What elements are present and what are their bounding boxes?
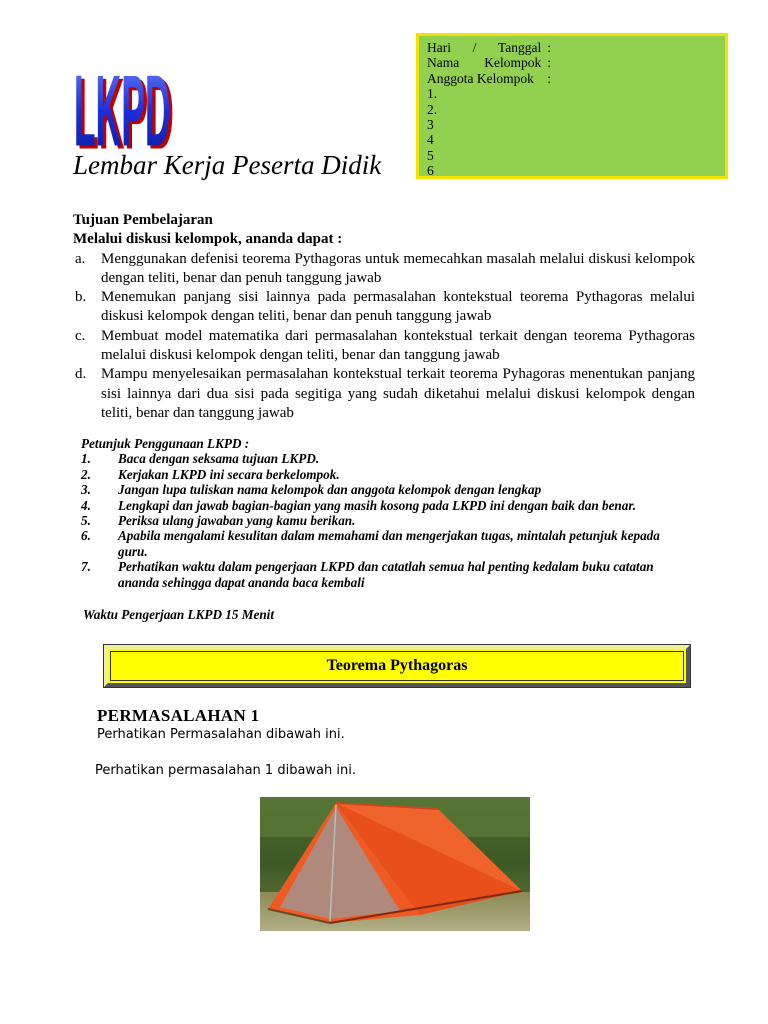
list-marker: a. [75,250,86,267]
list-item [73,365,695,423]
identity-box [416,33,728,179]
list-number: 5. [81,513,91,529]
tent-photo [260,797,530,931]
member-line: 5 [427,147,434,163]
list-text: Kerjakan LKPD ini secara berkelompok. [118,466,340,482]
group-name-field [427,55,551,70]
list-text: Jangan lupa tuliskan nama kelompok dan anggota kelompok dengan lengkap [118,482,542,498]
list-item [73,250,695,289]
member-line: 4 [427,132,434,148]
learning-objectives [73,211,695,423]
date-label-date: Tanggal [497,40,542,55]
list-number: 4. [81,497,91,513]
member-line: 2. [427,101,438,117]
list-item [81,559,691,590]
list-marker: b. [75,289,87,306]
list-marker: d. [75,366,87,383]
list-item [81,451,691,466]
colon: : [547,55,551,71]
objectives-heading: Tujuan Pembelajaran [73,212,213,228]
svg-text:LKPD: LKPD [77,57,174,154]
group-name-label-1: Nama [427,55,460,71]
list-text: Menemukan panjang sisi lainnya pada permasalahan kontekstual teorema Pythagoras melalui diskusi kelompok dengan teliti, benar dan penuh tanggung jawab [101,289,695,325]
instructions-title: Petunjuk Penggunaan LKPD : [81,436,250,451]
list-text: Mampu menyelesaikan permasalahan kontekstual terkait teorema Pyhagoras menentukan panjang sisi lainnya dari dua sisi pada segitiga yang sudah diketahui melalui diskusi kelompok dengan teliti, benar dan tanggung jawab [101,366,695,421]
member-line: 6 [427,163,434,179]
list-item [73,327,695,366]
list-item [81,528,691,559]
problem-instruction-2: Perhatikan permasalahan 1 dibawah ini. [95,763,356,778]
problem-instruction: Perhatikan Permasalahan dibawah ini. [97,727,345,742]
list-number: 6. [81,528,91,544]
list-text: Menggunakan defenisi teorema Pythagoras untuk memecahkan masalah melalui diskusi kelompok dengan teliti, benar dan penuh tanggung jawab [101,250,695,286]
objectives-intro: Melalui diskusi kelompok, ananda dapat : [73,231,343,248]
group-name-label-2: Kelompok [484,55,542,71]
work-time-note: Waktu Pengerjaan LKPD 15 Menit [83,607,274,622]
lkpd-logo [72,44,182,154]
date-label-slash: / [472,40,477,55]
list-item [81,513,691,528]
list-text: Periksa ulang jawaban yang kamu berikan. [118,513,356,529]
list-number: 7. [81,559,91,575]
member-line: 3 [427,117,434,133]
list-text: Baca dengan seksama tujuan LKPD. [118,451,320,467]
member-line: 1. [427,86,438,102]
topic-banner-label: Teorema Pythagoras [110,651,684,681]
topic-banner [104,645,690,687]
group-members-field [427,71,551,86]
list-item [81,482,691,497]
list-text: Membuat model matematika dari permasalahan kontekstual terkait dengan teorema Pythagoras melalui diskusi kelompok dengan teliti, benar dan tanggung jawab [101,327,695,364]
date-field [427,40,551,55]
members-label: Anggota Kelompok [427,70,534,86]
list-item [73,288,695,327]
colon: : [547,40,551,55]
list-number: 3. [81,482,91,498]
logo-text: LKPD [73,55,171,154]
list-text: Apabila mengalami kesulitan dalam memahami dan mengerjakan tugas, mintalah petunjuk kepada guru. [118,528,660,559]
date-label-day: Hari [427,40,451,55]
list-item [81,467,691,482]
document-subtitle: Lembar Kerja Peserta Didik [73,150,382,180]
colon: : [547,70,551,86]
list-number: 1. [81,451,91,467]
list-text: Perhatikan waktu dalam pengerjaan LKPD dan catatlah semua hal penting kedalam buku catatan ananda sehingga dapat ananda baca kembali [118,559,654,590]
list-text: Lengkapi dan jawab bagian-bagian yang masih kosong pada LKPD ini dengan baik dan benar. [118,497,637,513]
list-marker: c. [75,327,86,344]
list-number: 2. [81,466,91,482]
usage-instructions [81,436,691,590]
objectives-list [73,250,695,424]
problem-title: PERMASALAHAN 1 [97,706,260,725]
list-item [81,498,691,513]
